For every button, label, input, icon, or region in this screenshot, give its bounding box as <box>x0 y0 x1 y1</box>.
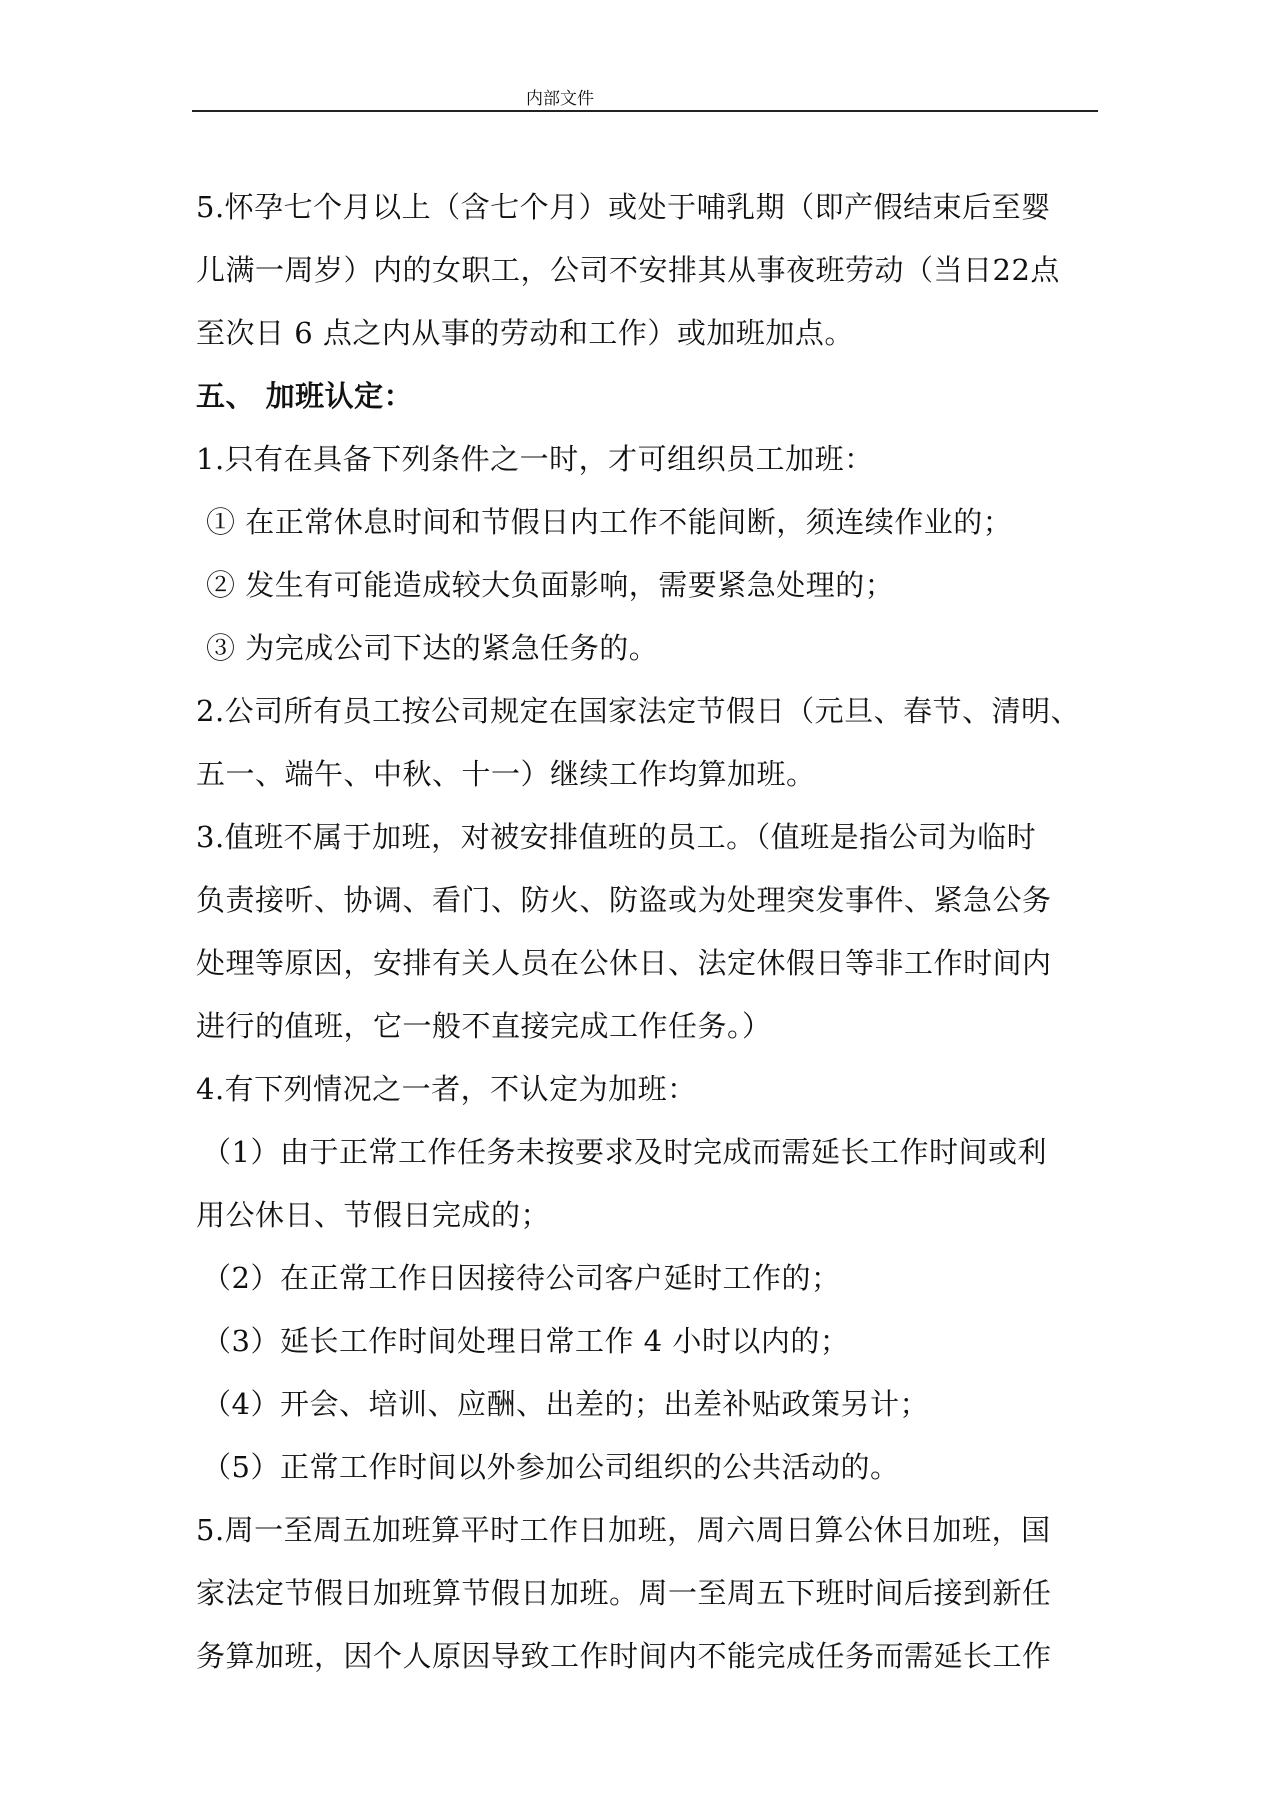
list-item: （3）延长工作时间处理日常工作 4 小时以内的； <box>202 1324 850 1358</box>
paragraph-line: 3.值班不属于加班，对被安排值班的员工。（值班是指公司为临时 <box>196 820 1037 854</box>
paragraph-line: 5.怀孕七个月以上（含七个月）或处于哺乳期（即产假结束后至婴 <box>196 190 1051 224</box>
paragraph-line: 儿满一周岁）内的女职工，公司不安排其从事夜班劳动（当日22点 <box>196 253 1060 287</box>
paragraph-line: 1.只有在具备下列条件之一时，才可组织员工加班： <box>196 442 874 476</box>
paragraph-line: 负责接听、协调、看门、防火、防盗或为处理突发事件、紧急公务 <box>196 883 1052 917</box>
list-item: （1）由于正常工作任务未按要求及时完成而需延长工作时间或利 <box>202 1135 1047 1169</box>
paragraph-line: 五一、端午、中秋、十一）继续工作均算加班。 <box>196 757 816 791</box>
header-title: 内部文件 <box>526 89 594 109</box>
paragraph-line: 2.公司所有员工按公司规定在国家法定节假日（元旦、春节、清明、 <box>196 694 1081 728</box>
paragraph-line: 家法定节假日加班算节假日加班。周一至周五下班时间后接到新任 <box>196 1576 1052 1610</box>
document-body <box>196 176 1106 1688</box>
paragraph-line: 处理等原因，安排有关人员在公休日、法定休假日等非工作时间内 <box>196 946 1052 980</box>
list-item: ① 在正常休息时间和节假日内工作不能间断，须连续作业的； <box>206 505 1013 539</box>
section-heading: 五、 加班认定： <box>196 379 414 413</box>
list-item: （5）正常工作时间以外参加公司组织的公共活动的。 <box>202 1450 900 1484</box>
list-item: ③ 为完成公司下达的紧急任务的。 <box>206 631 659 665</box>
header-divider <box>192 110 1098 112</box>
list-item: ② 发生有可能造成较大负面影响，需要紧急处理的； <box>206 568 895 602</box>
paragraph-line: 至次日 6 点之内从事的劳动和工作）或加班加点。 <box>196 316 854 350</box>
list-item: （2）在正常工作日因接待公司客户延时工作的； <box>202 1261 841 1295</box>
paragraph-line: 4.有下列情况之一者，不认定为加班： <box>196 1072 697 1106</box>
paragraph-line: 5.周一至周五加班算平时工作日加班，周六周日算公休日加班，国 <box>196 1513 1051 1547</box>
paragraph-line: 进行的值班，它一般不直接完成工作任务。） <box>196 1009 772 1043</box>
paragraph-line: 用公休日、节假日完成的； <box>196 1198 551 1232</box>
document-header <box>0 84 1280 109</box>
list-item: （4）开会、培训、应酬、出差的；出差补贴政策另计； <box>202 1387 929 1421</box>
paragraph-line: 务算加班，因个人原因导致工作时间内不能完成任务而需延长工作 <box>196 1639 1052 1673</box>
